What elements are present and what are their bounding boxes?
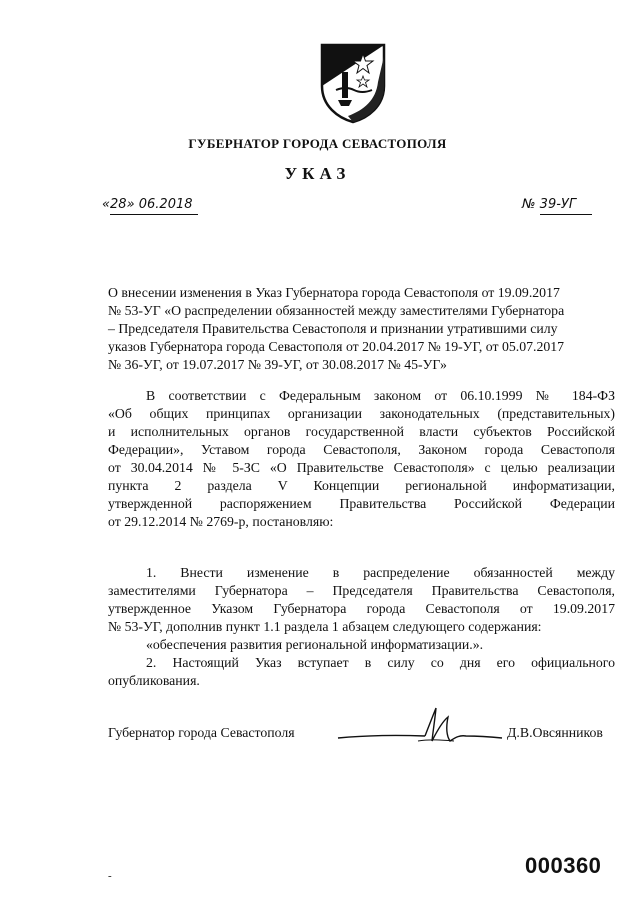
title-line: указов Губернатора города Севастополя от 20.04.2017 № 19-УГ, от 05.07.2017 — [108, 339, 565, 354]
footer-mark: - — [108, 870, 112, 882]
title-line: № 36-УГ, от 19.07.2017 № 39-УГ, от 30.08.2017 № 45-УГ» — [108, 357, 447, 372]
body-line: утвержденное Указом Губернатора города Севастополя от 19.09.2017 — [108, 601, 615, 616]
body-line: № 53-УГ, дополнив пункт 1.1 раздела 1 абзацем следующего содержания: — [108, 619, 542, 634]
title-line: № 53-УГ «О распределении обязанностей между заместителями Губернатора — [108, 303, 565, 318]
number-sign: № — [522, 197, 536, 212]
date-quote-close: » — [126, 197, 135, 212]
date-month-year: 06.2018 — [138, 197, 193, 212]
preamble-line: от 30.04.2014 № 5-ЗС «О Правительстве Севастополя» с целью реализации — [108, 460, 615, 475]
coat-of-arms-emblem — [318, 42, 388, 124]
form-serial-number: 000360 — [525, 853, 602, 878]
date-day: 28 — [110, 197, 127, 212]
preamble-line: пункта 2 раздела V Концепции региональной информатизации, — [108, 478, 615, 493]
preamble-line: и исполнительных органов государственной власти субъектов Российской — [108, 424, 615, 439]
body-line: заместителями Губернатора – Председателя Правительства Севастополя, — [108, 583, 615, 598]
document-type-title: УКАЗ — [284, 164, 351, 183]
signatory-name: Д.В.Овсянников — [507, 725, 603, 740]
date-quote-open: « — [102, 197, 111, 212]
title-line: – Председателя Правительства Севастополя и признании утратившими силу — [108, 321, 558, 336]
title-line: О внесении изменения в Указ Губернатора города Севастополя от 19.09.2017 — [108, 285, 560, 300]
preamble-line: Федерации», Уставом города Севастополя, Законом города Севастополя — [108, 442, 615, 457]
date-underline — [110, 214, 198, 215]
document-date — [102, 197, 198, 215]
preamble-line: В соответствии с Федеральным законом от 06.10.1999 № 184-ФЗ — [146, 388, 615, 403]
document-number — [522, 197, 592, 215]
issuing-authority: ГУБЕРНАТОР ГОРОДА СЕВАСТОПОЛЯ — [188, 136, 447, 151]
body-line: «обеспечения развития региональной информатизации.». — [146, 637, 484, 652]
body-line: опубликования. — [108, 673, 200, 688]
preamble-line: утвержденной распоряжением Правительства Российской Федерации — [108, 496, 615, 511]
number-underline — [540, 214, 592, 215]
handwritten-signature — [330, 705, 505, 750]
signatory-position: Губернатор города Севастополя — [108, 725, 295, 740]
preamble-line: от 29.12.2014 № 2769-р, постановляю: — [108, 514, 334, 529]
body-line: 1. Внести изменение в распределение обязанностей между — [146, 565, 615, 580]
number-value: 39-УГ — [539, 197, 577, 212]
body-line: 2. Настоящий Указ вступает в силу со дня его официального — [146, 655, 615, 670]
preamble-line: «Об общих принципах организации законодательных (представительных) — [108, 406, 615, 421]
